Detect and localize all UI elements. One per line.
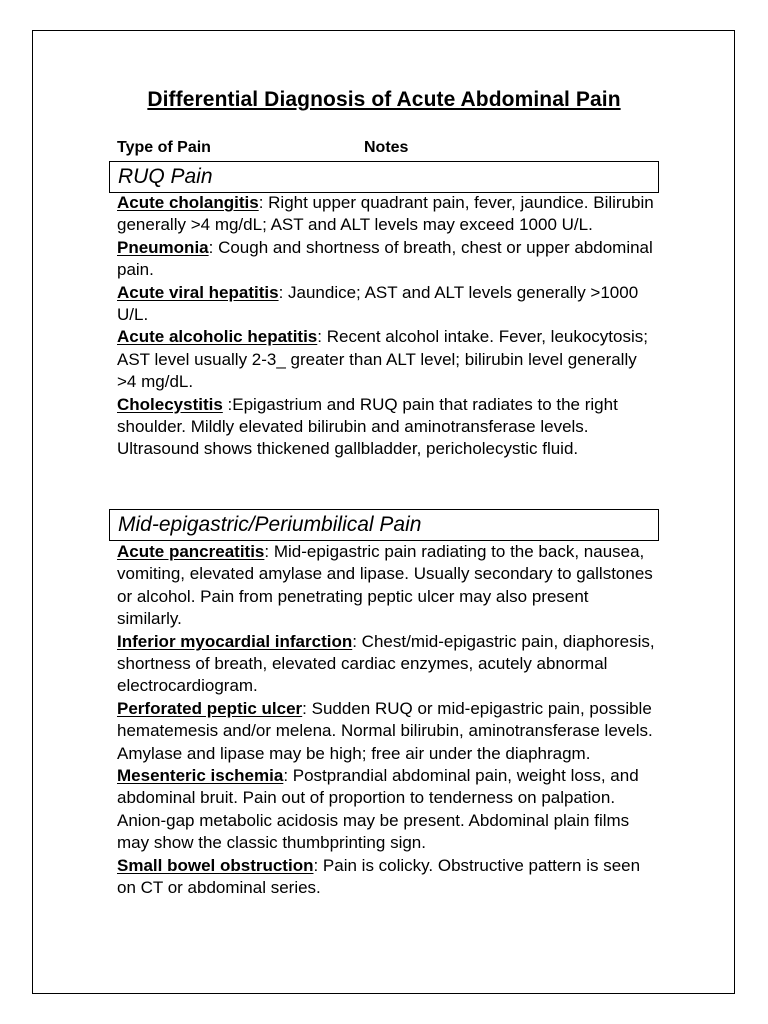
entries-mid-epigastric xyxy=(117,541,657,900)
entry-text: : Cough and shortness of breath, chest or upper abdominal pain. xyxy=(117,237,653,280)
entry-text: : Jaundice; AST and ALT levels generally >1000 U/L. xyxy=(117,282,639,325)
entry-term: Inferior myocardial infarction xyxy=(117,631,353,651)
entry-acute-cholangitis xyxy=(117,192,657,237)
entry-term: Small bowel obstruction xyxy=(117,855,314,875)
entry-text: : Postprandial abdominal pain, weight loss, and abdominal bruit. Pain out of proportion to tenderness on palpation. Anion-gap metabolic acidosis may be present. Abdominal plain films may show the classic thumbprinting sign. xyxy=(117,766,639,853)
entry-text: : Mid-epigastric pain radiating to the back, nausea, vomiting, elevated amylase and lipase. Usually secondary to gallstones or alcohol. Pain from penetrating peptic ulcer may also present similarly. xyxy=(117,542,653,629)
entry-term: Acute pancreatitis xyxy=(117,542,265,561)
entry-inferior-myocardial-infarction xyxy=(117,631,657,698)
entry-term: Mesenteric ischemia xyxy=(117,766,284,786)
entry-term: Perforated peptic ulcer xyxy=(117,698,303,718)
entry-text: : Recent alcohol intake. Fever, leukocytosis; AST level usually 2-3_ greater than ALT level; bilirubin level generally >4 mg/dL. xyxy=(117,327,648,392)
section-heading-mid-epigastric: Mid-epigastric/Periumbilical Pain xyxy=(109,509,659,541)
entry-term: Acute cholangitis xyxy=(117,193,259,212)
entry-term: Acute alcoholic hepatitis xyxy=(117,327,318,347)
column-header-type: Type of Pain xyxy=(117,139,211,156)
entry-acute-pancreatitis xyxy=(117,541,657,631)
entry-text: : Right upper quadrant pain, fever, jaundice. Bilirubin generally >4 mg/dL; AST and ALT levels may exceed 1000 U/L. xyxy=(117,193,654,235)
entry-term: Acute viral hepatitis xyxy=(117,282,279,302)
entry-acute-viral-hepatitis xyxy=(117,282,657,327)
entry-term: Cholecystitis xyxy=(117,394,223,414)
entry-cholecystitis xyxy=(117,394,657,461)
section-heading-ruq: RUQ Pain xyxy=(109,161,659,193)
entry-text: : Sudden RUQ or mid-epigastric pain, possible hematemesis and/or melena. Normal bilirubin, aminotransferase levels. Amylase and lipase may be high; free air under the diaphragm. xyxy=(117,698,653,763)
entries-ruq xyxy=(117,192,657,461)
entry-text: : Pain is colicky. Obstructive pattern is seen on CT or abdominal series. xyxy=(117,855,641,898)
entry-text: :Epigastrium and RUQ pain that radiates to the right shoulder. Mildly elevated bilirubin and aminotransferase levels. Ultrasound shows thickened gallbladder, pericholecystic fluid. xyxy=(117,394,618,459)
entry-small-bowel-obstruction xyxy=(117,855,657,900)
entry-mesenteric-ischemia xyxy=(117,765,657,855)
entry-term: Pneumonia xyxy=(117,237,209,257)
page-title: Differential Diagnosis of Acute Abdominal Pain xyxy=(147,88,621,111)
entry-text: : Chest/mid-epigastric pain, diaphoresis, shortness of breath, elevated cardiac enzymes, acutely abnormal electrocardiogram. xyxy=(117,631,655,696)
column-header-notes: Notes xyxy=(364,139,409,156)
entry-pneumonia xyxy=(117,237,657,282)
entry-perforated-peptic-ulcer xyxy=(117,698,657,765)
entry-acute-alcoholic-hepatitis xyxy=(117,326,657,393)
